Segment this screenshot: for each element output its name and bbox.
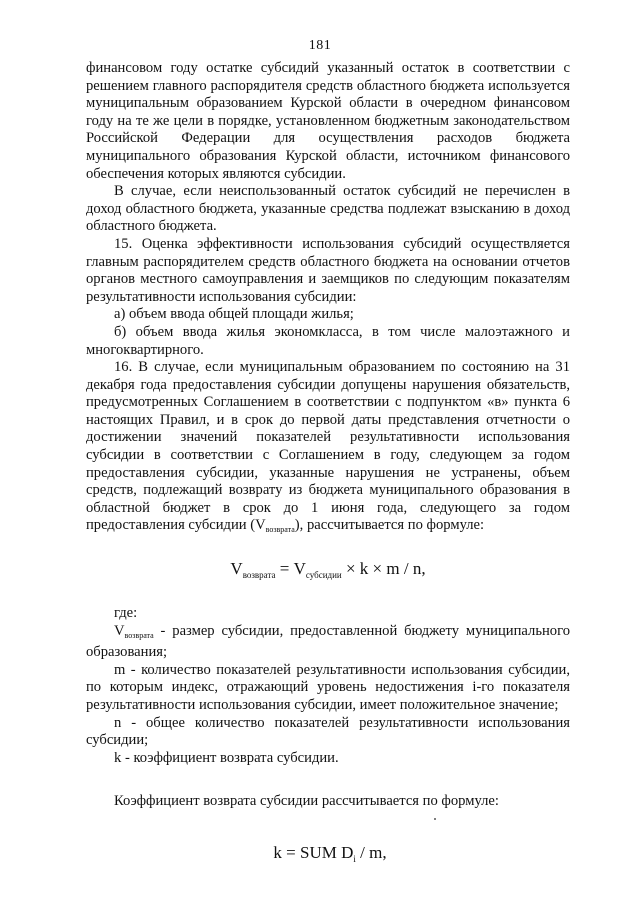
paragraph-15-efficiency: 15. Оценка эффективности использования субсидий осуществляется главным распорядителем средств областного бюджета на основании отчетов органов местного самоуправления и заемщиков по следующим показателям результативности использования субсидии: <box>86 235 570 305</box>
subscript-vozvrata: возврата <box>265 525 295 535</box>
spacer <box>86 767 570 793</box>
formula-rest: × k × m / n, <box>341 559 426 579</box>
definition-v-text: - размер субсидии, предоставленной бюджету муниципального образования; <box>86 622 570 661</box>
coefficient-intro: Коэффициент возврата субсидии рассчитывается по формуле: <box>114 793 499 810</box>
scan-speck <box>434 818 436 820</box>
paragraph-carryover: финансовом году остатке субсидий указанный остаток в соответствии с решением главного распорядителя средств областного бюджета используется муниципальным образованием Курской области в очередном финансовом году на те же цели в порядке, установленном бюджетным законодательством Российской Федерации для осуществления расходов бюджета муниципального образования Курской области, источником финансового обеспечения которых являются субсидии. <box>86 60 570 182</box>
paragraph-16-return <box>86 359 570 539</box>
formula-return-volume <box>86 559 570 585</box>
definition-v <box>86 623 570 662</box>
document-body <box>86 60 570 869</box>
definition-k: k - коэффициент возврата субсидии. <box>114 749 339 766</box>
formula-v: V <box>230 559 243 579</box>
formula-sub-left: возврата <box>242 570 276 581</box>
formula2-rest: / m, <box>355 842 387 862</box>
paragraph-unused-remainder: В случае, если неиспользованный остаток субсидий не перечислен в доход областного бюджета, указанные средства подлежат взысканию в доход областного бюджета. <box>86 183 570 235</box>
list-item-a: а) объем ввода общей площади жилья; <box>114 306 354 323</box>
formula2-sub: i <box>353 853 356 864</box>
formula2-lhs: k = SUM D <box>273 842 354 862</box>
definition-m: m - количество показателей результативности использования субсидии, по которым индекс, отражающий уровень недостижения i-го показателя результативности использования субсидии, имеет положительное значение; <box>86 661 570 713</box>
definition-n: n - общее количество показателей результативности использования субсидии; <box>86 714 570 749</box>
paragraph-16-tail: ), рассчитывается по формуле: <box>294 517 485 534</box>
formula-coefficient <box>86 843 570 869</box>
definition-v-subscript: возврата <box>124 630 154 640</box>
formula-eq: = V <box>275 559 306 579</box>
where-label: где: <box>114 605 138 622</box>
definition-v-symbol: V <box>114 622 125 639</box>
page-number: 181 <box>308 38 332 53</box>
paragraph-16-text: 16. В случае, если муниципальным образованием по состоянию на 31 декабря года предоставления субсидии допущены нарушения обязательств, предусмотренных Соглашением в соответствии с подпунктом «в» пункта 6 настоящих Правил, и в срок до первой даты представления отчетности о достижении значений показателей результативности использования субсидии в соответствии с Соглашением в году, следующем за годом предоставления субсидии, указанные нарушения не устранены, объем средств, подлежащий возврату из бюджета муниципального образования в областной бюджет в срок до 1 июня года, следующего за годом предоставления субсидии (V <box>86 359 570 534</box>
formula-sub-right: субсидии <box>305 570 342 581</box>
list-item-b: б) объем ввода жилья экономкласса, в том числе малоэтажного и многоквартирного. <box>86 323 570 358</box>
